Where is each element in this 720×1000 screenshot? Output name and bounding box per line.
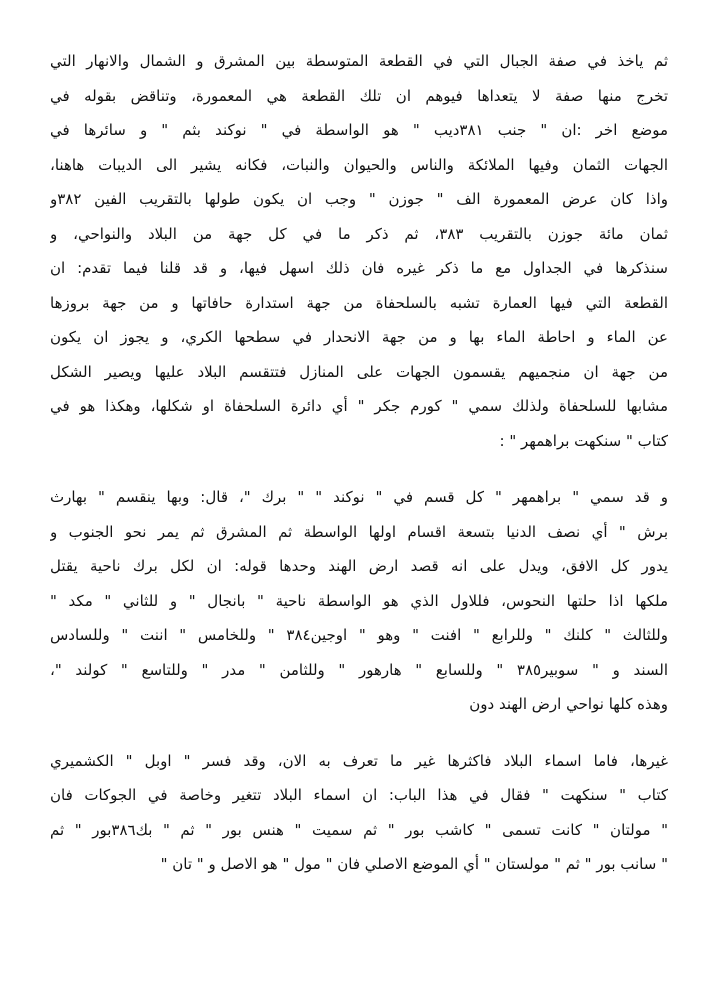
text-line: ثمان مائة جوزن بالتقريب ٣٨٣، ثم ذكر ما في كل جهة من البلاد والنواحي، و <box>50 224 668 243</box>
text-line: القطعة التي فيها العمارة تشبه بالسلحفاة من جهة استدارة حافاتها و من جهة بروزها <box>50 293 668 312</box>
text-line: وللثالث " كلنك " وللرابع " افنت " وهو " اوجين٣٨٤ " وللخامس " اننت " وللسادس <box>50 626 668 644</box>
text-line: برش " أي نصف الدنيا بتسعة اقسام اولها الواسطة ثم المشرق ثم يمر نحو الجنوب و <box>50 522 668 541</box>
text-line: " سانب بور " ثم " مولستان " أي الموضع الاصلي فان " مول " هو الاصل و " تان " <box>160 855 668 873</box>
text-line: عن الماء و احاطة الماء بها و من جهة الانحدار في سطحها الكري، و يجوز ان يكون <box>50 328 668 346</box>
document-page <box>50 44 668 882</box>
paragraph <box>50 480 668 722</box>
text-line: ملكها اذا حلتها النحوس، فللاول الذي هو الواسطة ناحية " بانجال " و للثاني " مكد " <box>50 591 668 610</box>
text-line: من جهة ان منجميهم يقسمون الجهات على المنازل فتتقسم البلاد عليها ويصير الشكل <box>50 362 668 381</box>
text-line: السند و " سوبير٣٨٥ " وللسابع " هارهور " وللثامن " مدر " وللتاسع " كولند "، <box>50 660 668 679</box>
paragraph <box>50 744 668 882</box>
text-line: مشابها للسلحفاة ولذلك سمي " كورم جكر " أي دائرة السلحفاة او شكلها، وهكذا هو في <box>50 397 668 415</box>
text-line: كتاب " سنكهت براهمهر " : <box>499 431 668 450</box>
text-line: كتاب " سنكهت " فقال في هذا الباب: ان اسماء البلاد تتغير وخاصة في الجوكات فان <box>50 786 668 804</box>
text-line: ثم ياخذ في صفة الجبال التي في القطعة المتوسطة بين المشرق و الشمال والانهار التي <box>50 52 668 70</box>
text-line: غيرها، فاما اسماء البلاد فاكثرها غير ما تعرف به الان، وقد فسر " اوبل " الكشميري <box>50 751 668 770</box>
text-line: " مولتان " كانت تسمى " كاشب بور " ثم سميت " هنس بور " ثم " بك٣٨٦بور " ثم <box>50 820 668 839</box>
paragraph <box>50 44 668 458</box>
text-line: تخرج منها صفة لا يتعداها فيوهم ان تلك القطعة هي المعمورة، وتناقض بقوله في <box>50 86 668 105</box>
text-line: واذا كان عرض المعمورة الف " جوزن " وجب ان يكون طولها بالتقريب الفين ٣٨٢و <box>50 190 668 208</box>
text-line: يدور كل الافق، ويدل على انه قصد ارض الهند وحدها قوله: ان لكل برك ناحية يقتل <box>50 557 668 575</box>
text-line: وهذه كلها نواحي ارض الهند دون <box>469 695 668 713</box>
text-line: موضع اخر :ان " جنب ٣٨١ديب " هو الواسطة في " نوكند بثم " و سائرها في <box>50 121 668 139</box>
text-line: سنذكرها في الجداول مع ما ذكر غيره فان ذلك اسهل فيها، و قد قلنا فيما تقدم: ان <box>50 259 668 277</box>
text-line: الجهات الثمان وفيها الملائكة والناس والحيوان والنبات، فكانه يشير الى الديبات هاهنا، <box>50 155 668 174</box>
text-line: و قد سمي " براهمهر " كل قسم في " نوكند " " برك "، قال: وبها ينقسم " بهارث <box>50 488 668 506</box>
